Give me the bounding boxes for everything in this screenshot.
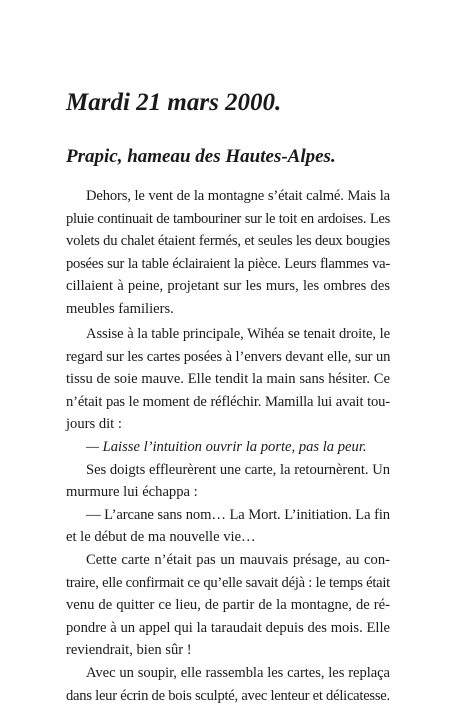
text-line: jours dit : (66, 416, 122, 433)
text-line: meubles familiers. (66, 300, 174, 317)
text-line: tissu de soie mauve. Elle tendit la main sans hésiter. Ce (66, 371, 390, 388)
place-title: Prapic, hameau des Hautes-Alpes. (66, 146, 336, 167)
text-line: venu de quitter ce lieu, de partir de la montagne, de ré- (66, 597, 390, 614)
dialogue-line: — L’arcane sans nom… La Mort. L’initiation. La fin (86, 506, 390, 523)
text-line: pluie continuait de tambouriner sur le toit en ardoises. Les (66, 210, 390, 227)
text-line: regard sur les cartes posées à l’envers devant elle, sur un (66, 348, 391, 365)
text-line: reviendrait, bien sûr ! (66, 642, 192, 659)
text-line: volets du chalet étaient fermés, et seules les deux bougies (66, 233, 390, 250)
text-line: Assise à la table principale, Wihéa se tenait droite, le (86, 326, 390, 342)
text-line: traire, elle confirmait ce qu’elle savait déjà : le temps était (66, 574, 390, 591)
text-line: Cette carte n’était pas un mauvais présage, au con- (86, 551, 390, 568)
text-line: posées sur la table éclairaient la pièce. Leurs flammes va- (66, 255, 390, 272)
text-line: Avec un soupir, elle rassembla les cartes, les replaça (86, 664, 390, 681)
text-line: et le début de ma nouvelle vie… (66, 529, 256, 546)
text-line: n’était pas le moment de réfléchir. Mamilla lui avait tou- (66, 393, 390, 410)
text-line: cillaient à peine, projetant sur les murs, les ombres des (66, 278, 390, 295)
text-line: pondre à un appel qui la taraudait depuis des mois. Elle (66, 619, 390, 636)
text-line: murmure lui échappa : (66, 484, 198, 501)
paragraph-2 (66, 323, 390, 707)
text-line: Ses doigts effleurèrent une carte, la retournèrent. Un (86, 461, 390, 478)
chapter-title: Mardi 21 mars 2000. (66, 89, 282, 116)
dialogue-line: — Laisse l’intuition ouvrir la porte, pas la peur. (86, 438, 367, 455)
text-line: Dehors, le vent de la montagne s’était calmé. Mais la (86, 188, 390, 204)
text-line: dans leur écrin de bois sculpté, avec lenteur et délicatesse. (66, 687, 390, 704)
paragraph-1 (66, 185, 390, 321)
